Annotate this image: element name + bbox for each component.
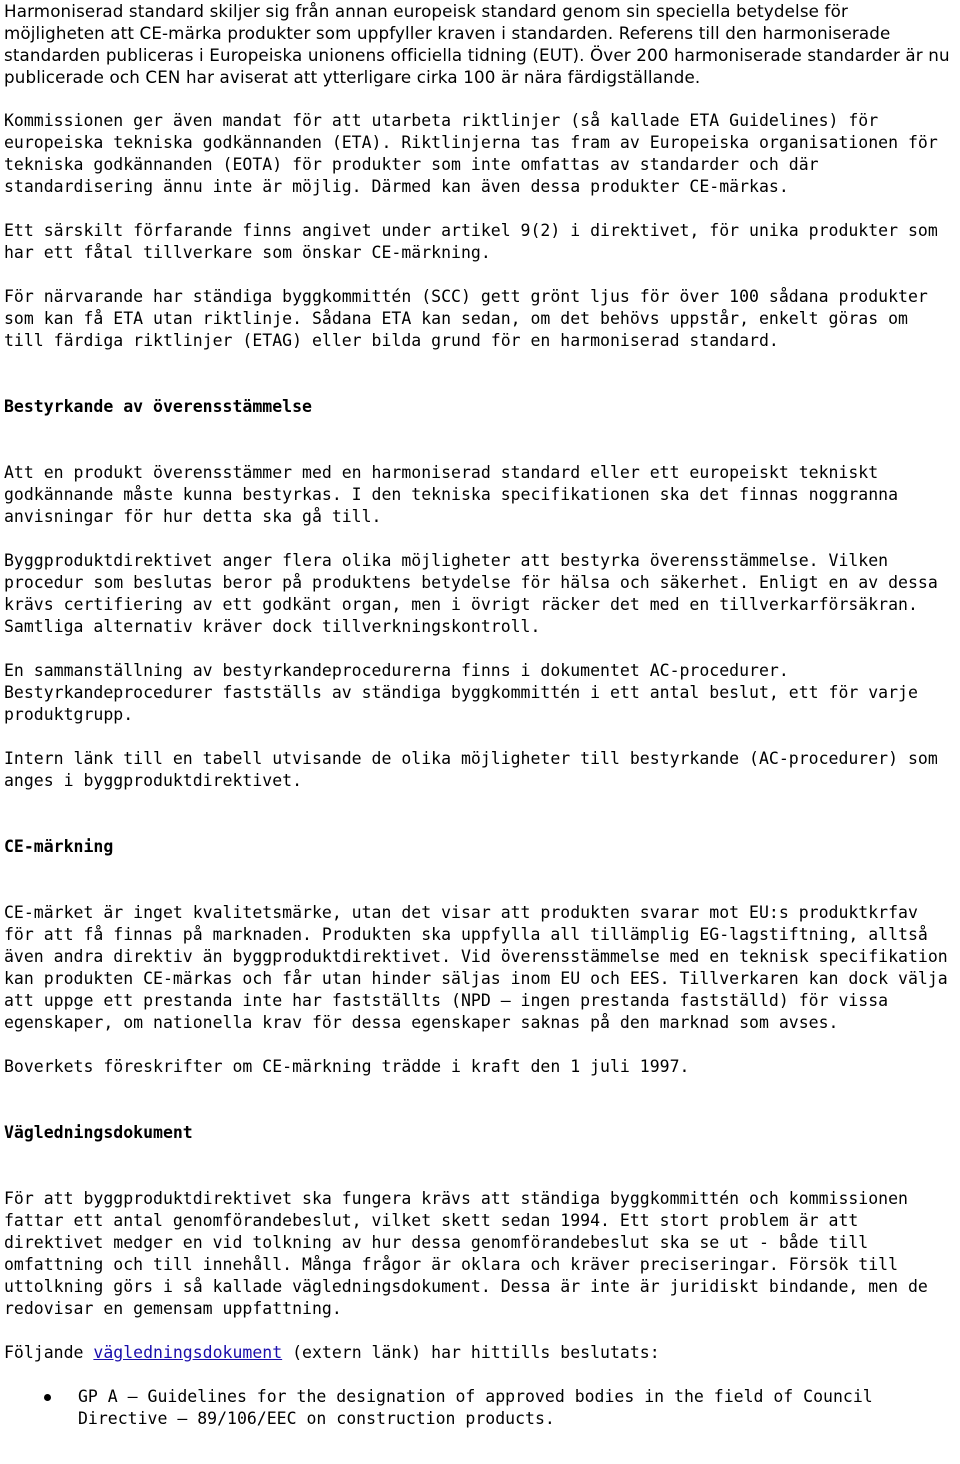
paragraph-vagledning-link (4, 1342, 954, 1364)
paragraph-bestyrkande-1: Att en produkt överensstämmer med en harmoniserad standard eller ett europeiskt tekniskt godkännande måste kunna bestyrkas. I den tekniska specifikationen ska det finnas noggranna anvisningar för hur detta ska gå till. (4, 463, 899, 526)
link-prefix-text: Följande (4, 1343, 94, 1362)
vagledningsdokument-link[interactable]: vägledningsdokument (93, 1343, 283, 1362)
paragraph-vagledning: För att byggproduktdirektivet ska fungera krävs att ständiga byggkommittén och kommissionen fattar ett antal genomförandebeslut, vilket skett sedan 1994. Ett stort problem är att direktivet medger en vid tolkning av hur dessa genomförandebeslut ska se ut - både till omfattning och till innehåll. Många frågor är oklara och kräver preciseringar. Försök till uttolkning görs i så kallade vägledningsdokument. Dessa är inte är juridiskt bindande, men de redovisar en gemensam uppfattning. (4, 1189, 928, 1318)
paragraph-bestyrkande-3: En sammanställning av bestyrkandeprocedurerna finns i dokumentet AC-procedurer. Bestyrkandeprocedurer fastställs av ständiga byggkommittén i ett antal beslut, ett för varje produktgrupp. (4, 661, 918, 724)
paragraph-eta-guidelines: Kommissionen ger även mandat för att utarbeta riktlinjer (så kallade ETA Guidelines) för europeiska tekniska godkännanden (ETA). Riktlinjerna tas fram av Europeiska organisationen för tekniska godkännanden (EOTA) för produkter som inte omfattas av standarder och där standardisering ännu inte är möjlig. Därmed kan även dessa produkter CE-märkas. (4, 111, 938, 196)
list-item-text: GP A — Guidelines for the designation of approved bodies in the field of Council Directive — 89/106/EEC on construction products. (78, 1387, 873, 1428)
guidance-document-list (4, 1386, 954, 1430)
paragraph-bestyrkande-4: Intern länk till en tabell utvisande de olika möjligheter till bestyrkande (AC-procedurer) som anges i byggproduktdirektivet. (4, 749, 938, 790)
paragraph-bestyrkande-2: Byggproduktdirektivet anger flera olika möjligheter att bestyrka överensstämmelse. Vilken procedur som beslutas beror på produktens betydelse för hälsa och säkerhet. Enligt en av dessa krävs certifiering av ett godkänt organ, men i övrigt räcker det med en tillverkarförsäkran. Samtliga alternativ kräver dock tillverkningskontroll. (4, 551, 938, 636)
heading-ce-markning: CE-märkning (4, 837, 114, 856)
heading-vagledningsdokument: Vägledningsdokument (4, 1123, 193, 1142)
bullet-icon (44, 1394, 51, 1401)
intro-paragraph: Harmoniserad standard skiljer sig från annan europeisk standard genom sin speciella betydelse för möjligheten att CE-märka produkter som uppfyller kraven i standarden. Referens till den harmoniserade standarden publiceras i Europeiska unionens officiella tidning (EUT). Över 200 harmoniserade standarder är nu publicerade och CEN har aviserat att ytterligare cirka 100 är nära färdigställande. (4, 1, 950, 87)
list-item (78, 1386, 954, 1430)
paragraph-ce-1: CE-märket är inget kvalitetsmärke, utan det visar att produkten svarar mot EU:s produktkrfav för att få finnas på marknaden. Produkten ska uppfylla all tillämplig EG-lagstiftning, alltså även andra direktiv än byggproduktdirektivet. Vid överensstämmelse med en teknisk specifikation kan produkten CE-märkas och får utan hinder säljas inom EU och EES. Tillverkaren kan dock välja att uppge ett prestanda inte har fastställts (NPD — ingen prestanda fastställd) för vissa egenskaper, om nationella krav för dessa egenskaper saknas på den marknad som avses. (4, 903, 948, 1032)
paragraph-scc: För närvarande har ständiga byggkommittén (SCC) gett grönt ljus för över 100 sådana produkter som kan få ETA utan riktlinje. Sådana ETA kan sedan, om det behövs uppstår, enkelt göras om till färdiga riktlinjer (ETAG) eller bilda grund för en harmoniserad standard. (4, 287, 928, 350)
paragraph-article-9-2: Ett särskilt förfarande finns angivet under artikel 9(2) i direktivet, för unika produkter som har ett fåtal tillverkare som önskar CE-märkning. (4, 221, 938, 262)
paragraph-ce-2: Boverkets föreskrifter om CE-märkning trädde i kraft den 1 juli 1997. (4, 1057, 690, 1076)
link-suffix-text: (extern länk) har hittills beslutats: (282, 1343, 660, 1362)
heading-bestyrkande: Bestyrkande av överensstämmelse (4, 397, 312, 416)
